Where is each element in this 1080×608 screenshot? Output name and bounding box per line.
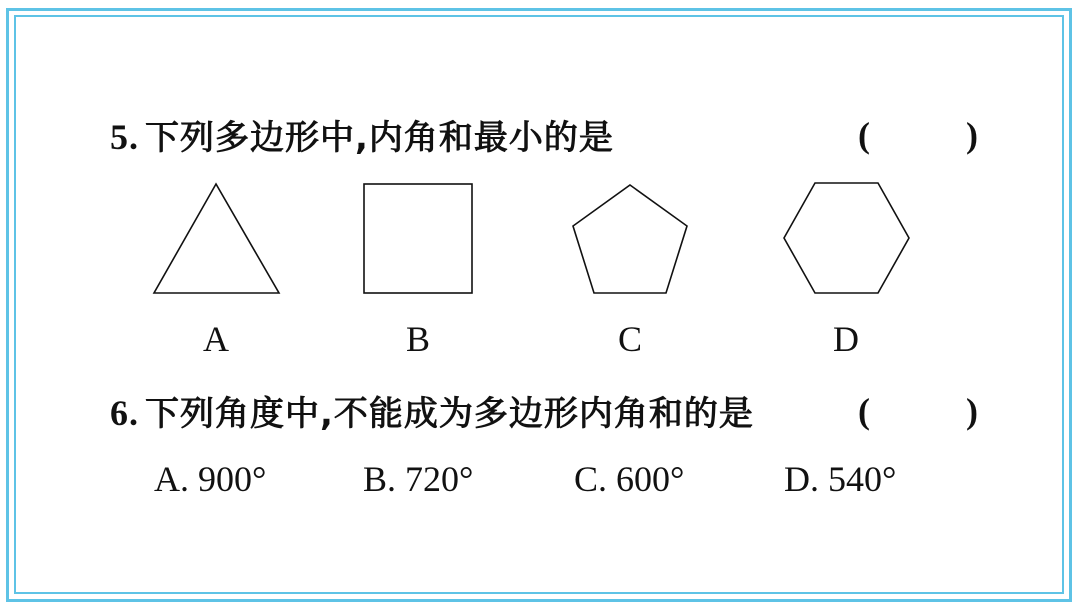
question-6-text: 下列角度中,不能成为多边形内角和的是 [145,394,754,434]
question-6-number: 6. [110,393,139,433]
question-5-number: 5. [110,117,139,157]
pentagon-shape [573,185,687,293]
hexagon-shape [784,183,909,293]
option-c: C. 600° [574,459,685,499]
question-6-answer-paren-close: ) [966,391,978,431]
square-shape [364,184,472,293]
question-5-text: 下列多边形中,内角和最小的是 [145,118,614,158]
shape-label-c: C [617,319,642,359]
triangle-shape [154,184,279,293]
option-b: B. 720° [363,459,474,499]
question-5-answer-paren-close: ) [966,115,978,155]
shape-label-b: B [405,319,430,359]
question-6 [110,386,754,435]
question-5-answer-paren-open: ( [858,115,870,155]
option-a: A. 900° [154,459,267,499]
shape-label-a: A [203,319,229,359]
question-6-answer-paren-open: ( [858,391,870,431]
option-d: D. 540° [784,459,897,499]
shape-label-d: D [833,319,859,359]
